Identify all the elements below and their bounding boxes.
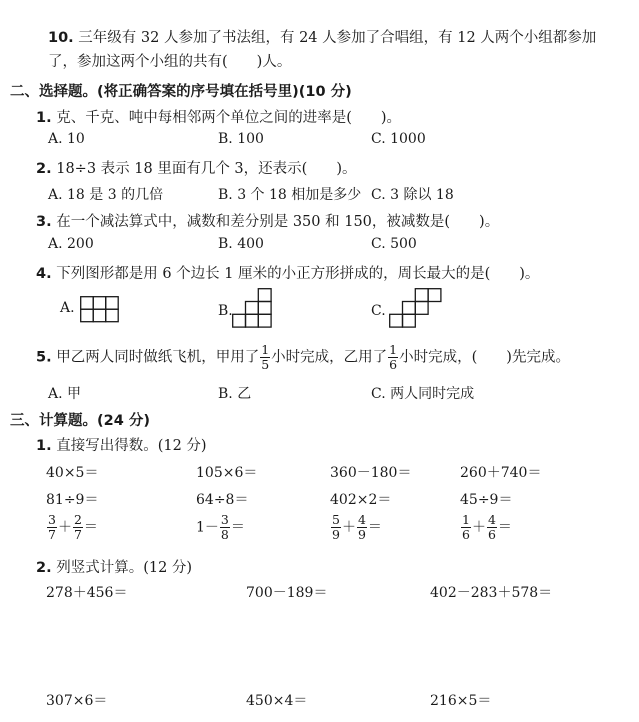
question-number: 4. bbox=[36, 266, 52, 282]
fraction bbox=[260, 343, 270, 372]
calc-2-item: 450×4＝ bbox=[246, 693, 308, 709]
calc-1-item: 81÷9＝ bbox=[46, 492, 99, 508]
question-10-line2: 了，参加这两个小组的共有( )人。 bbox=[48, 54, 292, 70]
question-text: 小时完成，( )先完成。 bbox=[399, 349, 570, 366]
fraction-denominator: 6 bbox=[487, 527, 496, 542]
fraction-numerator: 4 bbox=[487, 512, 496, 527]
calc-1-item: 260＋740＝ bbox=[460, 465, 542, 481]
calc-2-item: 216×5＝ bbox=[430, 693, 492, 709]
question-text: 下列图形都是用 6 个边长 1 厘米的小正方形拼成的，周长最大的是( )。 bbox=[56, 266, 540, 282]
operator: ＋ bbox=[471, 519, 486, 536]
fraction bbox=[331, 513, 341, 542]
section-3-title: 三、计算题。(24 分) bbox=[10, 413, 150, 429]
choice-3-option-b: B. 400 bbox=[218, 236, 264, 252]
choice-2-option-c: C. 3 除以 18 bbox=[371, 187, 454, 203]
choice-3-stem bbox=[36, 210, 499, 231]
calc-1-fraction-item bbox=[460, 513, 512, 542]
calc-1-item: 40×5＝ bbox=[46, 465, 99, 481]
figure-a-2x3-grid bbox=[80, 296, 120, 324]
calc-1-fraction-item bbox=[196, 513, 245, 542]
equals-sign: ＝ bbox=[230, 519, 245, 536]
calc-2-item: 278＋456＝ bbox=[46, 585, 128, 601]
fraction bbox=[73, 513, 83, 542]
fraction-numerator: 5 bbox=[332, 512, 340, 527]
operator: ＋ bbox=[341, 519, 356, 536]
equals-sign: ＝ bbox=[367, 519, 382, 536]
question-number: 3. bbox=[36, 214, 52, 230]
fraction-denominator: 7 bbox=[73, 527, 82, 542]
choice-1-option-b: B. 100 bbox=[218, 131, 264, 147]
calc-2-title bbox=[36, 556, 192, 577]
choice-5-stem bbox=[36, 343, 570, 372]
calc-2-item: 700－189＝ bbox=[246, 585, 328, 601]
choice-4-option-b: B. bbox=[218, 303, 233, 319]
fraction bbox=[220, 513, 230, 542]
choice-1-stem bbox=[36, 106, 401, 127]
choice-4-option-c: C. bbox=[371, 303, 386, 319]
question-number: 5. bbox=[36, 349, 52, 366]
question-number: 1. bbox=[36, 438, 52, 454]
question-text: 小时完成，乙用了 bbox=[271, 349, 388, 366]
fraction bbox=[388, 343, 398, 372]
calc-1-item: 105×6＝ bbox=[196, 465, 258, 481]
question-number: 1. bbox=[36, 110, 52, 126]
question-text: 直接写出得数。(12 分) bbox=[56, 438, 207, 454]
calc-2-item: 402－283＋578＝ bbox=[430, 585, 553, 601]
calc-1-item: 64÷8＝ bbox=[196, 492, 249, 508]
fraction-denominator: 9 bbox=[332, 527, 340, 542]
fraction bbox=[487, 513, 497, 542]
fraction bbox=[47, 513, 57, 542]
question-text: 18÷3 表示 18 里面有几个 3，还表示( )。 bbox=[56, 161, 357, 177]
choice-5-option-a: A. 甲 bbox=[48, 386, 82, 402]
choice-1-option-a: A. 10 bbox=[48, 131, 85, 147]
fraction-denominator: 6 bbox=[389, 357, 398, 372]
choice-2-option-a: A. 18 是 3 的几倍 bbox=[48, 187, 164, 203]
choice-5-option-b: B. 乙 bbox=[218, 386, 252, 402]
fraction bbox=[461, 513, 471, 542]
choice-4-option-a: A. bbox=[60, 300, 75, 316]
calc-1-item: 45÷9＝ bbox=[460, 492, 513, 508]
operand: 1－ bbox=[196, 519, 219, 536]
calc-1-item: 360－180＝ bbox=[330, 465, 412, 481]
fraction-numerator: 2 bbox=[73, 512, 82, 527]
choice-1-option-c: C. 1000 bbox=[371, 131, 426, 147]
question-number: 2. bbox=[36, 161, 52, 177]
figure-c-staircase bbox=[389, 288, 443, 330]
choice-3-option-c: C. 500 bbox=[371, 236, 417, 252]
fraction bbox=[357, 513, 367, 542]
choice-5-option-c: C. 两人同时完成 bbox=[371, 386, 475, 402]
choice-2-option-b: B. 3 个 18 相加是多少 bbox=[218, 187, 362, 203]
choice-3-option-a: A. 200 bbox=[48, 236, 94, 252]
figure-b-staircase bbox=[232, 288, 274, 330]
operator: ＋ bbox=[57, 519, 72, 536]
calc-2-item: 307×6＝ bbox=[46, 693, 108, 709]
calc-1-fraction-item bbox=[330, 513, 382, 542]
fraction-numerator: 1 bbox=[462, 512, 470, 527]
choice-4-stem bbox=[36, 262, 539, 283]
calc-1-item: 402×2＝ bbox=[330, 492, 392, 508]
question-number: 2. bbox=[36, 560, 52, 576]
choice-2-stem bbox=[36, 157, 356, 178]
equals-sign: ＝ bbox=[83, 519, 98, 536]
fraction-numerator: 1 bbox=[261, 342, 270, 357]
question-text: 甲乙两人同时做纸飞机，甲用了 bbox=[56, 349, 260, 366]
fraction-numerator: 4 bbox=[357, 512, 366, 527]
fraction-numerator: 3 bbox=[220, 512, 229, 527]
fraction-denominator: 6 bbox=[462, 527, 470, 542]
question-text: 列竖式计算。(12 分) bbox=[56, 560, 193, 576]
fraction-denominator: 7 bbox=[48, 527, 56, 542]
question-number: 10. bbox=[48, 30, 74, 46]
fraction-numerator: 3 bbox=[48, 512, 56, 527]
fraction-numerator: 1 bbox=[389, 342, 398, 357]
question-text: 克、千克、吨中每相邻两个单位之间的进率是( )。 bbox=[56, 110, 402, 126]
fraction-denominator: 9 bbox=[357, 527, 366, 542]
calc-1-title bbox=[36, 434, 207, 455]
calc-1-fraction-item bbox=[46, 513, 98, 542]
question-10-line1 bbox=[48, 26, 596, 47]
fraction-denominator: 5 bbox=[261, 357, 270, 372]
fraction-denominator: 8 bbox=[220, 527, 229, 542]
question-text: 三年级有 32 人参加了书法组，有 24 人参加了合唱组，有 12 人两个小组都参加 bbox=[78, 30, 597, 46]
equals-sign: ＝ bbox=[497, 519, 512, 536]
section-2-title: 二、选择题。(将正确答案的序号填在括号里)(10 分) bbox=[10, 84, 352, 100]
question-text: 在一个减法算式中，减数和差分别是 350 和 150，被减数是( )。 bbox=[56, 214, 500, 230]
